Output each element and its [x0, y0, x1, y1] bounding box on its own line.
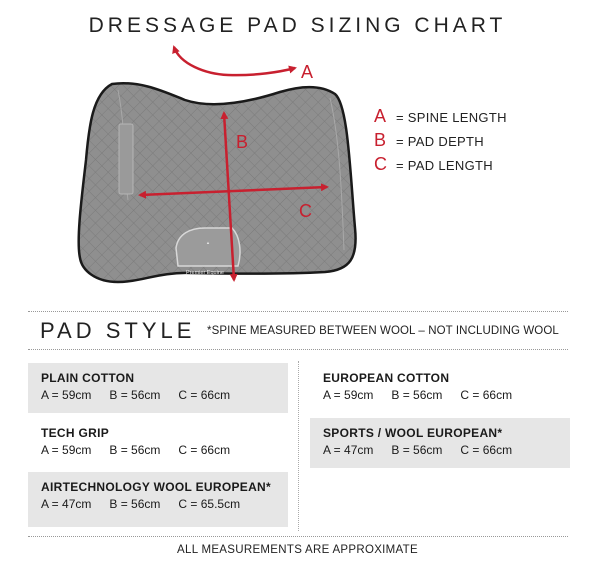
pad-dimensions: [323, 388, 570, 402]
dim-c: C = 66cm: [178, 443, 231, 457]
patch-mark: ▲: [206, 240, 210, 245]
dim-b: B = 56cm: [109, 388, 161, 402]
footer-note: ALL MEASUREMENTS ARE APPROXIMATE: [177, 544, 418, 556]
pad-card-plain-cotton: [28, 363, 288, 413]
section-note: *SPINE MEASURED BETWEEN WOOL – NOT INCLUDING WOOL: [207, 325, 559, 337]
pad-name: AIRTECHNOLOGY WOOL EUROPEAN*: [41, 480, 271, 494]
arrow-b-label: B: [236, 132, 249, 152]
legend-text: = PAD DEPTH: [396, 134, 484, 149]
pad-dimensions: [41, 443, 288, 457]
arrow-a-label: A: [301, 62, 314, 82]
dim-a: A = 47cm: [323, 443, 374, 457]
section-title: PAD STYLE: [40, 318, 196, 343]
dim-a: A = 47cm: [41, 497, 92, 511]
dim-b: B = 56cm: [109, 443, 161, 457]
pad-card-tech-grip: [28, 418, 288, 468]
pad-dimensions: [41, 388, 288, 402]
pad-name: SPORTS / WOOL EUROPEAN*: [323, 426, 503, 440]
dim-b: B = 56cm: [391, 443, 443, 457]
divider: [28, 349, 568, 350]
arrow-a: [174, 47, 295, 75]
dim-b: B = 56cm: [391, 388, 443, 402]
divider: [28, 536, 568, 537]
measurement-legend: [374, 106, 507, 178]
pad-name: PLAIN COTTON: [41, 371, 135, 385]
legend-letter: B: [374, 130, 387, 150]
dim-a: A = 59cm: [41, 388, 92, 402]
legend-row-a: [374, 106, 507, 130]
pad-card-sports-wool-european: [310, 418, 570, 468]
dim-c: C = 66cm: [460, 388, 513, 402]
dim-b: B = 56cm: [109, 497, 161, 511]
brand-logo: Premier Equine: [186, 270, 224, 276]
dim-a: A = 59cm: [323, 388, 374, 402]
divider: [28, 311, 568, 312]
arrow-c-label: C: [299, 201, 312, 221]
page-title: DRESSAGE PAD SIZING CHART: [88, 14, 507, 37]
legend-text: = SPINE LENGTH: [396, 110, 507, 125]
pad-dimensions: [323, 443, 570, 457]
legend-letter: A: [374, 106, 387, 126]
girth-strap: [119, 124, 133, 194]
pad-name: TECH GRIP: [41, 426, 110, 440]
legend-text: = PAD LENGTH: [396, 158, 493, 173]
dim-a: A = 59cm: [41, 443, 92, 457]
legend-row-b: [374, 130, 507, 154]
pad-dimensions: [41, 497, 288, 511]
dim-c: C = 66cm: [460, 443, 513, 457]
legend-row-c: [374, 154, 507, 178]
pad-name: EUROPEAN COTTON: [323, 371, 450, 385]
dim-c: C = 66cm: [178, 388, 231, 402]
pad-card-european-cotton: [310, 363, 570, 413]
dim-c: C = 65.5cm: [178, 497, 241, 511]
column-divider: [298, 361, 299, 531]
legend-letter: C: [374, 154, 387, 174]
pad-card-airtechnology-wool: [28, 472, 288, 527]
